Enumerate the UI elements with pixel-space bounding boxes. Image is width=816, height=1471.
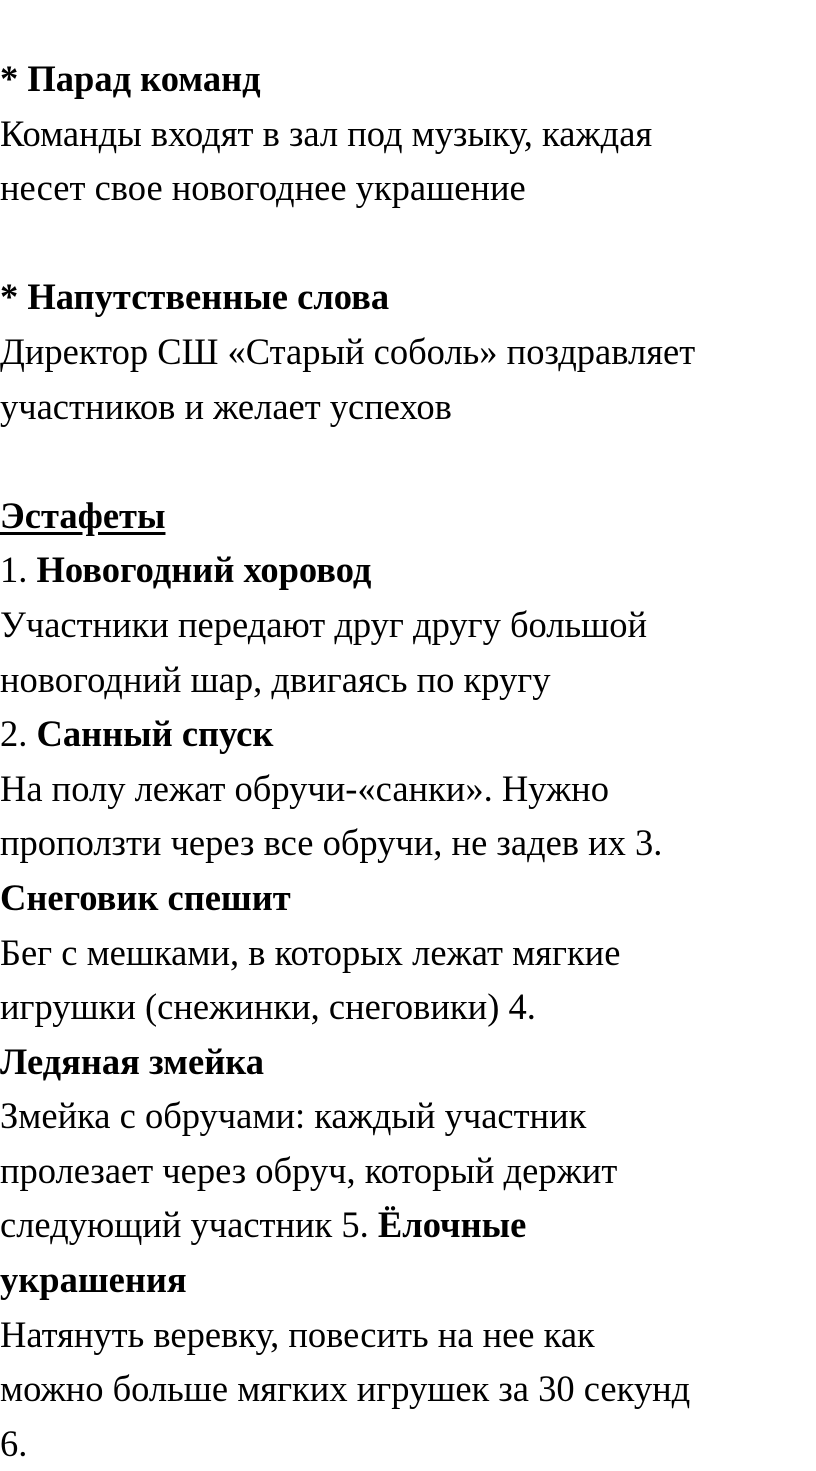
relays-heading: Эстафеты: [0, 494, 166, 536]
relay-title-3: Снеговик спешит: [0, 876, 291, 918]
paragraph-line: можно больше мягких игрушек за 30 секунд: [0, 1368, 691, 1410]
paragraph-line: участников и желает успехов: [0, 385, 452, 427]
section-title-parade: * Парад команд: [0, 58, 261, 99]
blank-line: [0, 434, 816, 489]
relay-title-2: 2. Санный спуск: [0, 713, 274, 755]
relay-title-4: Ледяная змейка: [0, 1040, 265, 1082]
paragraph-line: проползти через все обручи, не задев их 3.: [0, 822, 663, 864]
paragraph-line: Натянуть веревку, повесить на нее как: [0, 1313, 595, 1355]
paragraph-line: пролезает через обруч, который держит: [0, 1149, 618, 1191]
relay-title-1: 1. Новогодний хоровод: [0, 549, 372, 591]
paragraph-line: Бег с мешками, в которых лежат мягкие: [0, 931, 621, 973]
blank-line: [0, 216, 816, 271]
relay-title-5-continued: украшения: [0, 1259, 187, 1301]
paragraph-line: несет свое новогоднее украшение: [0, 167, 526, 209]
paragraph-line: Команды входят в зал под музыку, каждая: [0, 112, 653, 154]
paragraph-line: 6.: [0, 1422, 28, 1464]
paragraph-line-with-relay-title-5: следующий участник 5. Ёлочные: [0, 1204, 527, 1246]
paragraph-line: На полу лежат обручи-«санки». Нужно: [0, 767, 609, 809]
paragraph-line: игрушки (снежинки, снеговики) 4.: [0, 986, 536, 1028]
section-title-farewell: * Напутственные слова: [0, 276, 390, 318]
paragraph-line: Змейка с обручами: каждый участник: [0, 1095, 587, 1137]
paragraph-line: Директор СШ «Старый соболь» поздравляет: [0, 330, 696, 372]
paragraph-line: новогодний шар, двигаясь по кругу: [0, 658, 551, 700]
top-margin: [0, 0, 816, 52]
paragraph-line: Участники передают друг другу большой: [0, 603, 648, 645]
